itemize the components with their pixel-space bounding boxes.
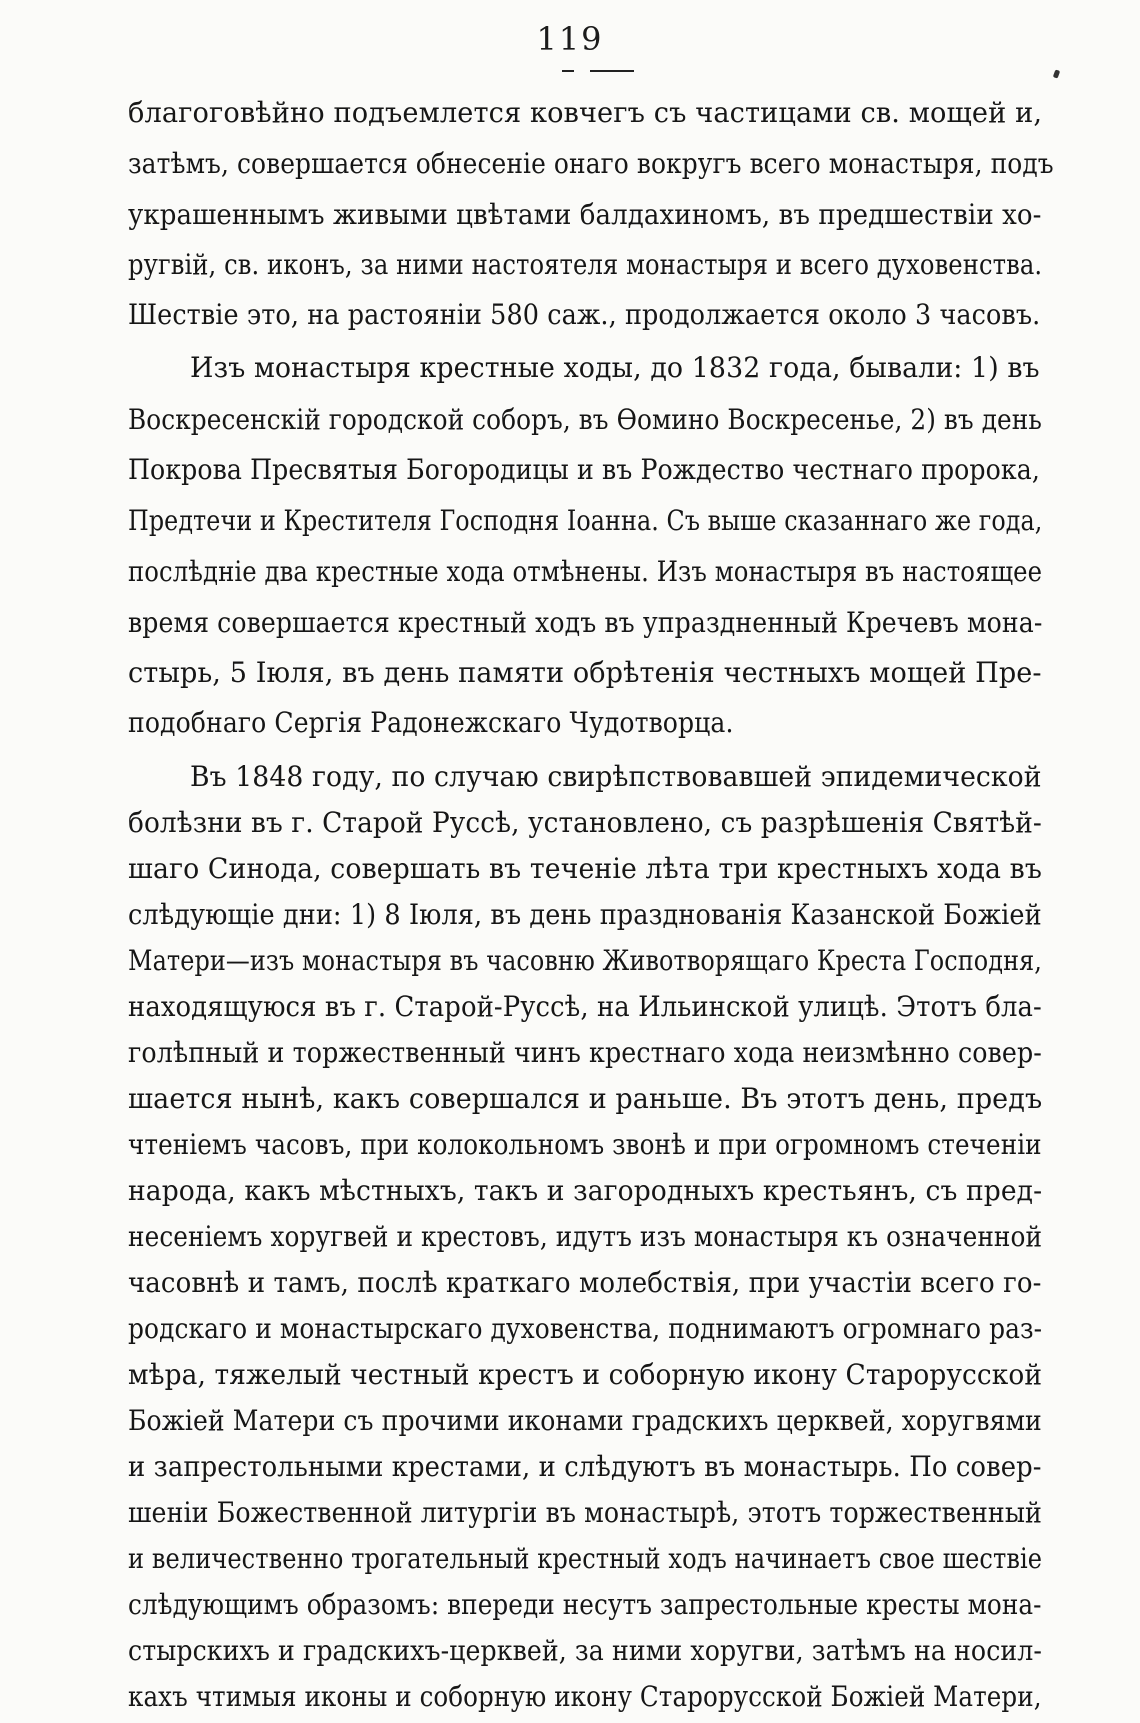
text-line: украшеннымъ живыми цвѣтами балдахиномъ, въ предшествіи хо- xyxy=(128,198,1042,231)
text-line: кахъ чтимыя иконы и соборную икону Старорусской Божіей Матери, xyxy=(128,1680,1042,1713)
text-line: Изъ монастыря крестные ходы, до 1832 года, бывали: 1) въ xyxy=(190,351,1040,384)
text-line: стырскихъ и градскихъ-церквей, за ними хоругви, затѣмъ на носил- xyxy=(128,1634,1042,1667)
text-line: шеніи Божественной литургіи въ монастырѣ, этотъ торжественный xyxy=(128,1496,1042,1529)
text-line: Матери—изъ монастыря въ часовню Животворящаго Креста Господня, xyxy=(128,944,1042,977)
text-line: Въ 1848 году, по случаю свирѣпствовавшей эпидемической xyxy=(190,760,1042,793)
text-line: мѣра, тяжелый честный крестъ и соборную икону Старорусской xyxy=(128,1358,1043,1391)
text-line: затѣмъ, совершается обнесеніе онаго вокругъ всего монастыря, подъ xyxy=(128,147,1054,180)
text-line: стырь, 5 Іюля, въ день памяти обрѣтенія честныхъ мощей Пре- xyxy=(128,656,1042,689)
page-number-rule-left xyxy=(562,70,574,72)
text-line: народа, какъ мѣстныхъ, такъ и загородныхъ крестьянъ, съ пред- xyxy=(128,1174,1043,1207)
text-line: болѣзни въ г. Старой Руссѣ, установлено, съ разрѣшенія Святѣй- xyxy=(128,806,1042,839)
text-line: слѣдующимъ образомъ: впереди несутъ запрестольные кресты мона- xyxy=(128,1588,1042,1621)
text-line: Шествіе это, на растояніи 580 саж., продолжается около 3 часовъ. xyxy=(128,298,1041,331)
ink-mark xyxy=(1053,69,1060,78)
text-line: находящуюся въ г. Старой-Руссѣ, на Ильинской улицѣ. Этотъ бла- xyxy=(128,990,1042,1023)
text-line: благоговѣйно подъемлется ковчегъ съ частицами св. мощей и, xyxy=(128,96,1043,129)
text-line: чтеніемъ часовъ, при колокольномъ звонѣ и при огромномъ стеченіи xyxy=(128,1128,1042,1161)
text-line: подобнаго Сергія Радонежскаго Чудотворца. xyxy=(128,706,734,739)
text-line: послѣдніе два крестные хода отмѣнены. Изъ монастыря въ настоящее xyxy=(128,555,1043,588)
text-line: Покрова Пресвятыя Богородицы и въ Рождество честнаго пророка, xyxy=(128,453,1040,486)
text-line: Божіей Матери съ прочими иконами градскихъ церквей, хоругвями xyxy=(128,1404,1042,1437)
text-line: несеніемъ хоругвей и крестовъ, идутъ изъ монастыря къ означенной xyxy=(128,1220,1043,1253)
text-line: слѣдующіе дни: 1) 8 Іюля, въ день празднованія Казанской Божіей xyxy=(128,898,1042,931)
text-line: Предтечи и Крестителя Господня Іоанна. Съ выше сказаннаго же года, xyxy=(128,504,1043,537)
text-line: родскаго и монастырскаго духовенства, поднимаютъ огромнаго раз- xyxy=(128,1312,1043,1345)
text-line: голѣпный и торжественный чинъ крестнаго хода неизмѣнно совер- xyxy=(128,1036,1042,1069)
text-line: часовнѣ и тамъ, послѣ краткаго молебствія, при участіи всего го- xyxy=(128,1266,1042,1299)
text-line: шаго Синода, совершать въ теченіе лѣта три крестныхъ хода въ xyxy=(128,852,1042,885)
text-line: Воскресенскій городской соборъ, въ Ѳомино Воскресенье, 2) въ день xyxy=(128,403,1042,436)
text-line: время совершается крестный ходъ въ упраздненный Кречевъ мона- xyxy=(128,606,1043,639)
page-number-rule-right xyxy=(590,70,634,72)
text-line: шается нынѣ, какъ совершался и раньше. Въ этотъ день, предъ xyxy=(128,1082,1043,1115)
text-line: и величественно трогательный крестный ходъ начинаетъ свое шествіе xyxy=(128,1542,1043,1575)
text-line: ругвій, св. иконъ, за ними настоятеля монастыря и всего духовенства. xyxy=(128,248,1043,281)
text-line: и запрестольными крестами, и слѣдуютъ въ монастырь. По совер- xyxy=(128,1450,1042,1483)
page-number: 119 xyxy=(536,20,604,58)
